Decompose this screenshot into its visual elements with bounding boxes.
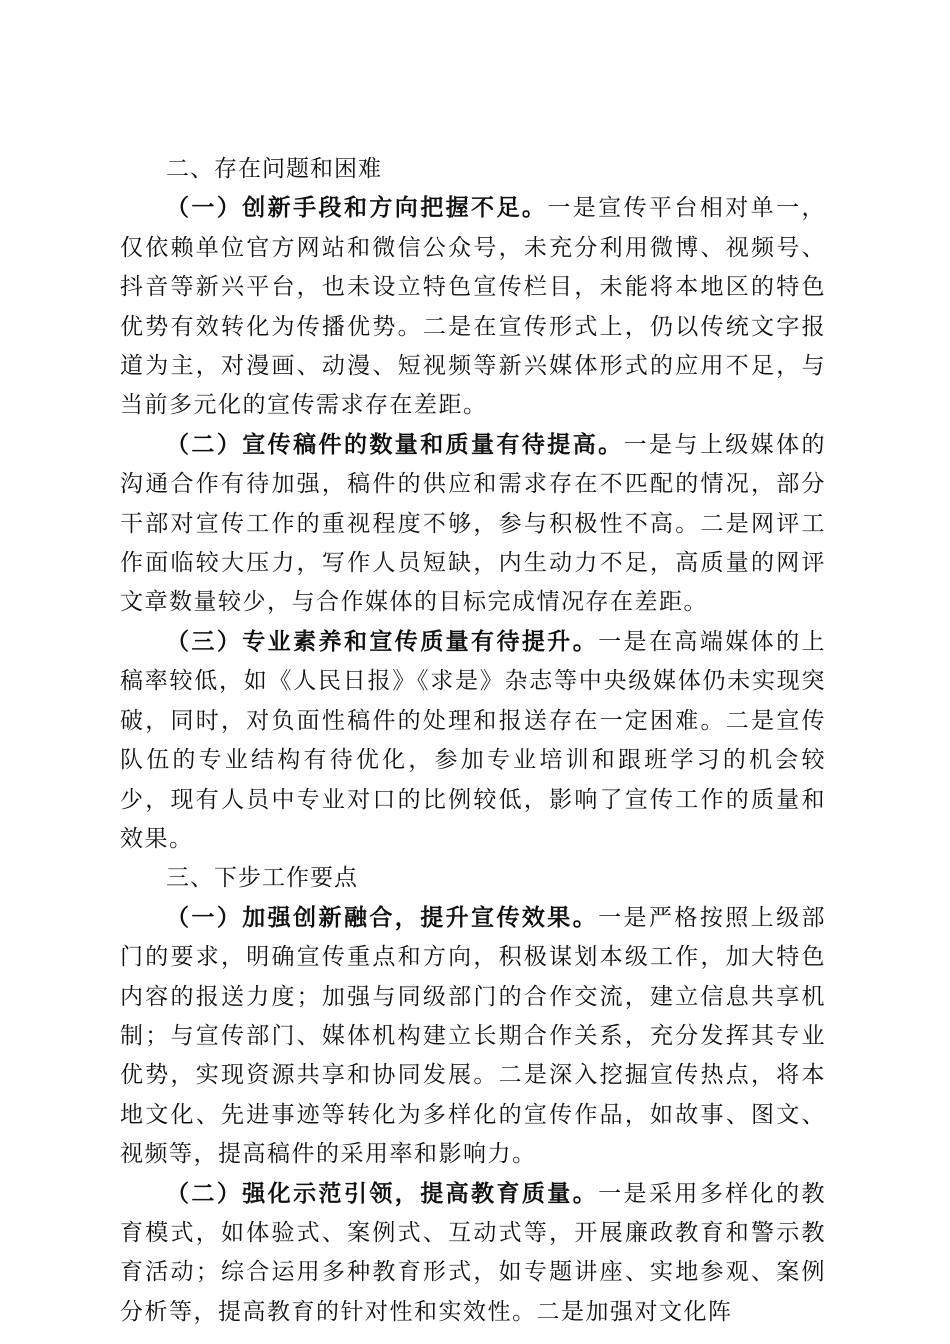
section-heading-next-steps: 三、下步工作要点 bbox=[166, 865, 358, 892]
paragraph-body: 一是在高端媒体的上稿率较低，如《人民日报》《求是》杂志等中央级媒体仍未实现突破，同时，对负面性稿件的处理和报送存在一定困难。二是宣传队伍的专业结构有待优化，参加专业培训和跟班学习的机会较少，现有人员中专业对口的比例较低，影响了宣传工作的质量和效果。 bbox=[120, 628, 827, 852]
paragraph-lead: （三）专业素养和宣传质量有待提升。 bbox=[166, 628, 599, 655]
paragraph-professional-quality bbox=[120, 623, 826, 859]
paragraph-exemplary-leadership bbox=[120, 1175, 826, 1333]
paragraph-manuscript-quantity bbox=[120, 426, 826, 623]
paragraph-body: 一是与上级媒体的沟通合作有待加强，稿件的供应和需求存在不匹配的情况，部分干部对宣传工作的重视程度不够，参与积极性不高。二是网评工作面临较大压力，写作人员短缺，内生动力不足，高质量的网评文章数量较少，与合作媒体的目标完成情况存在差距。 bbox=[120, 431, 827, 616]
section-heading-problems: 二、存在问题和困难 bbox=[166, 156, 382, 182]
paragraph-innovation bbox=[120, 189, 826, 425]
paragraph-lead: （二）强化示范引领，提高教育质量。 bbox=[166, 1180, 599, 1207]
document-body bbox=[120, 150, 826, 1332]
paragraph-innovation-integration bbox=[120, 899, 826, 1175]
paragraph-body: 一是采用多样化的教育模式，如体验式、案例式、互动式等，开展廉政教育和警示教育活动；综合运用多种教育形式，如专题讲座、实地参观、案例分析等，提高教育的针对性和实效性。二是加强对文化阵 bbox=[120, 1180, 827, 1325]
paragraph-lead: （二）宣传稿件的数量和质量有待提高。 bbox=[166, 431, 624, 458]
paragraph-lead: （一）加强创新融合，提升宣传效果。 bbox=[166, 904, 599, 931]
paragraph-body: 一是宣传平台相对单一，仅依赖单位官方网站和微信公众号，未充分利用微博、视频号、抖音等新兴平台，也未设立特色宣传栏目，未能将本地区的特色优势有效转化为传播优势。二是在宣传形式上，仍以传统文字报道为主，对漫画、动漫、短视频等新兴媒体形式的应用不足，与当前多元化的宣传需求存在差距。 bbox=[120, 195, 827, 419]
paragraph-lead: （一）创新手段和方向把握不足。 bbox=[166, 195, 548, 222]
paragraph-body: 一是严格按照上级部门的要求，明确宣传重点和方向，积极谋划本级工作，加大特色内容的报送力度；加强与同级部门的合作交流，建立信息共享机制；与宣传部门、媒体机构建立长期合作关系，充分发挥其专业优势，实现资源共享和协同发展。二是深入挖掘宣传热点，将本地文化、先进事迹等转化为多样化的宣传作品，如故事、图文、视频等，提高稿件的采用率和影响力。 bbox=[120, 904, 827, 1168]
